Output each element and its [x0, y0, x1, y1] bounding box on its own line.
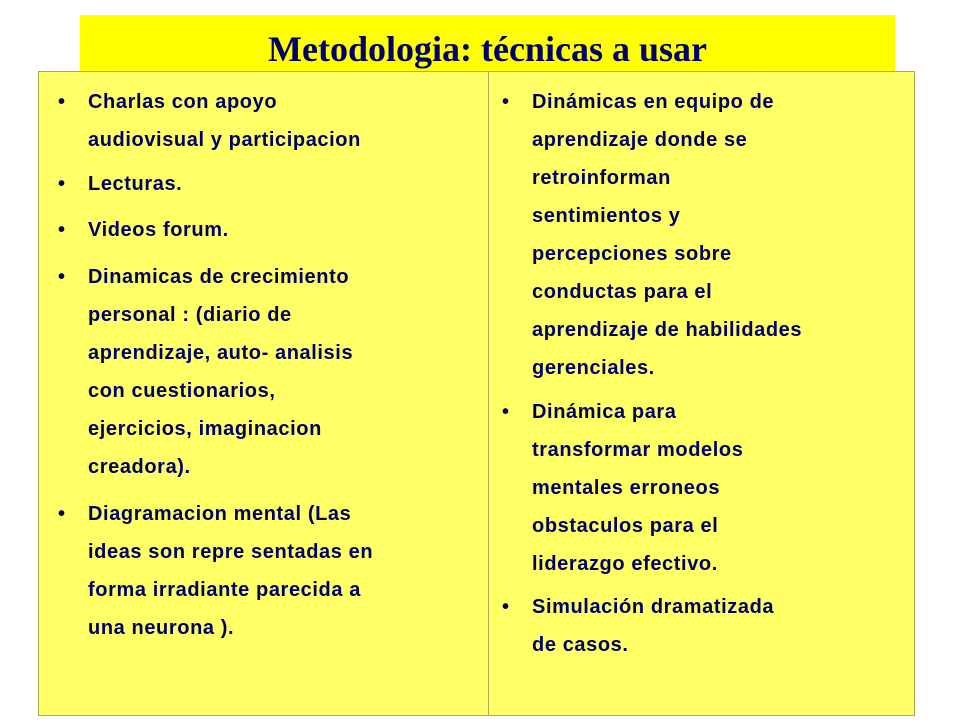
list-item-line: aprendizaje de habilidades: [532, 319, 803, 341]
list-item-line: obstaculos para el: [532, 515, 719, 537]
bullet-icon: •: [58, 266, 66, 288]
list-item-line: forma irradiante parecida a: [88, 579, 361, 601]
list-item-line: sentimientos y: [532, 205, 681, 227]
list-item-line: ideas son repre sentadas en: [88, 541, 374, 563]
list-item-line: aprendizaje, auto- analisis: [88, 342, 354, 364]
list-item-line: retroinforman: [532, 167, 671, 189]
title-bar: [80, 15, 895, 71]
list-item-line: Dinámicas en equipo de: [532, 91, 775, 113]
bullet-icon: •: [58, 503, 66, 525]
list-item-line: ejercicios, imaginacion: [88, 418, 322, 440]
bullet-icon: •: [58, 173, 66, 195]
list-item-line: de casos.: [532, 634, 629, 656]
list-item-line: gerenciales.: [532, 357, 655, 379]
list-item: [58, 495, 373, 647]
bullet-icon: •: [502, 596, 510, 618]
bullet-icon: •: [58, 219, 66, 241]
list-item: [58, 258, 353, 486]
list-item-line: Videos forum.: [88, 219, 229, 241]
list-item: [502, 588, 774, 664]
list-item-line: Lecturas.: [88, 173, 183, 195]
column-divider: [488, 72, 489, 716]
list-item-line: Dinámica para: [532, 401, 677, 423]
list-item-line: Dinamicas de crecimiento: [88, 266, 350, 288]
list-item-line: Diagramacion mental (Las: [88, 503, 352, 525]
list-item: [502, 393, 743, 583]
list-item-line: con cuestionarios,: [88, 380, 276, 402]
list-item-line: audiovisual y participacion: [88, 129, 361, 151]
list-item-line: Charlas con apoyo: [88, 91, 278, 113]
list-item-line: conductas para el: [532, 281, 713, 303]
list-item-line: aprendizaje donde se: [532, 129, 748, 151]
list-item-line: una neurona ).: [88, 617, 235, 639]
bullet-icon: •: [58, 91, 66, 113]
list-item: [502, 83, 802, 387]
list-item: [58, 165, 182, 203]
list-item-line: creadora).: [88, 456, 191, 478]
bullet-icon: •: [502, 91, 510, 113]
list-item: [58, 83, 361, 159]
list-item: [58, 211, 229, 249]
list-item-line: percepciones sobre: [532, 243, 732, 265]
list-item-line: mentales erroneos: [532, 477, 721, 499]
list-item-line: liderazgo efectivo.: [532, 553, 718, 575]
slide-title: Metodologia: técnicas a usar: [268, 29, 707, 69]
list-item-line: personal : (diario de: [88, 304, 292, 326]
list-item-line: Simulación dramatizada: [532, 596, 775, 618]
list-item-line: transformar modelos: [532, 439, 744, 461]
bullet-icon: •: [502, 401, 510, 423]
